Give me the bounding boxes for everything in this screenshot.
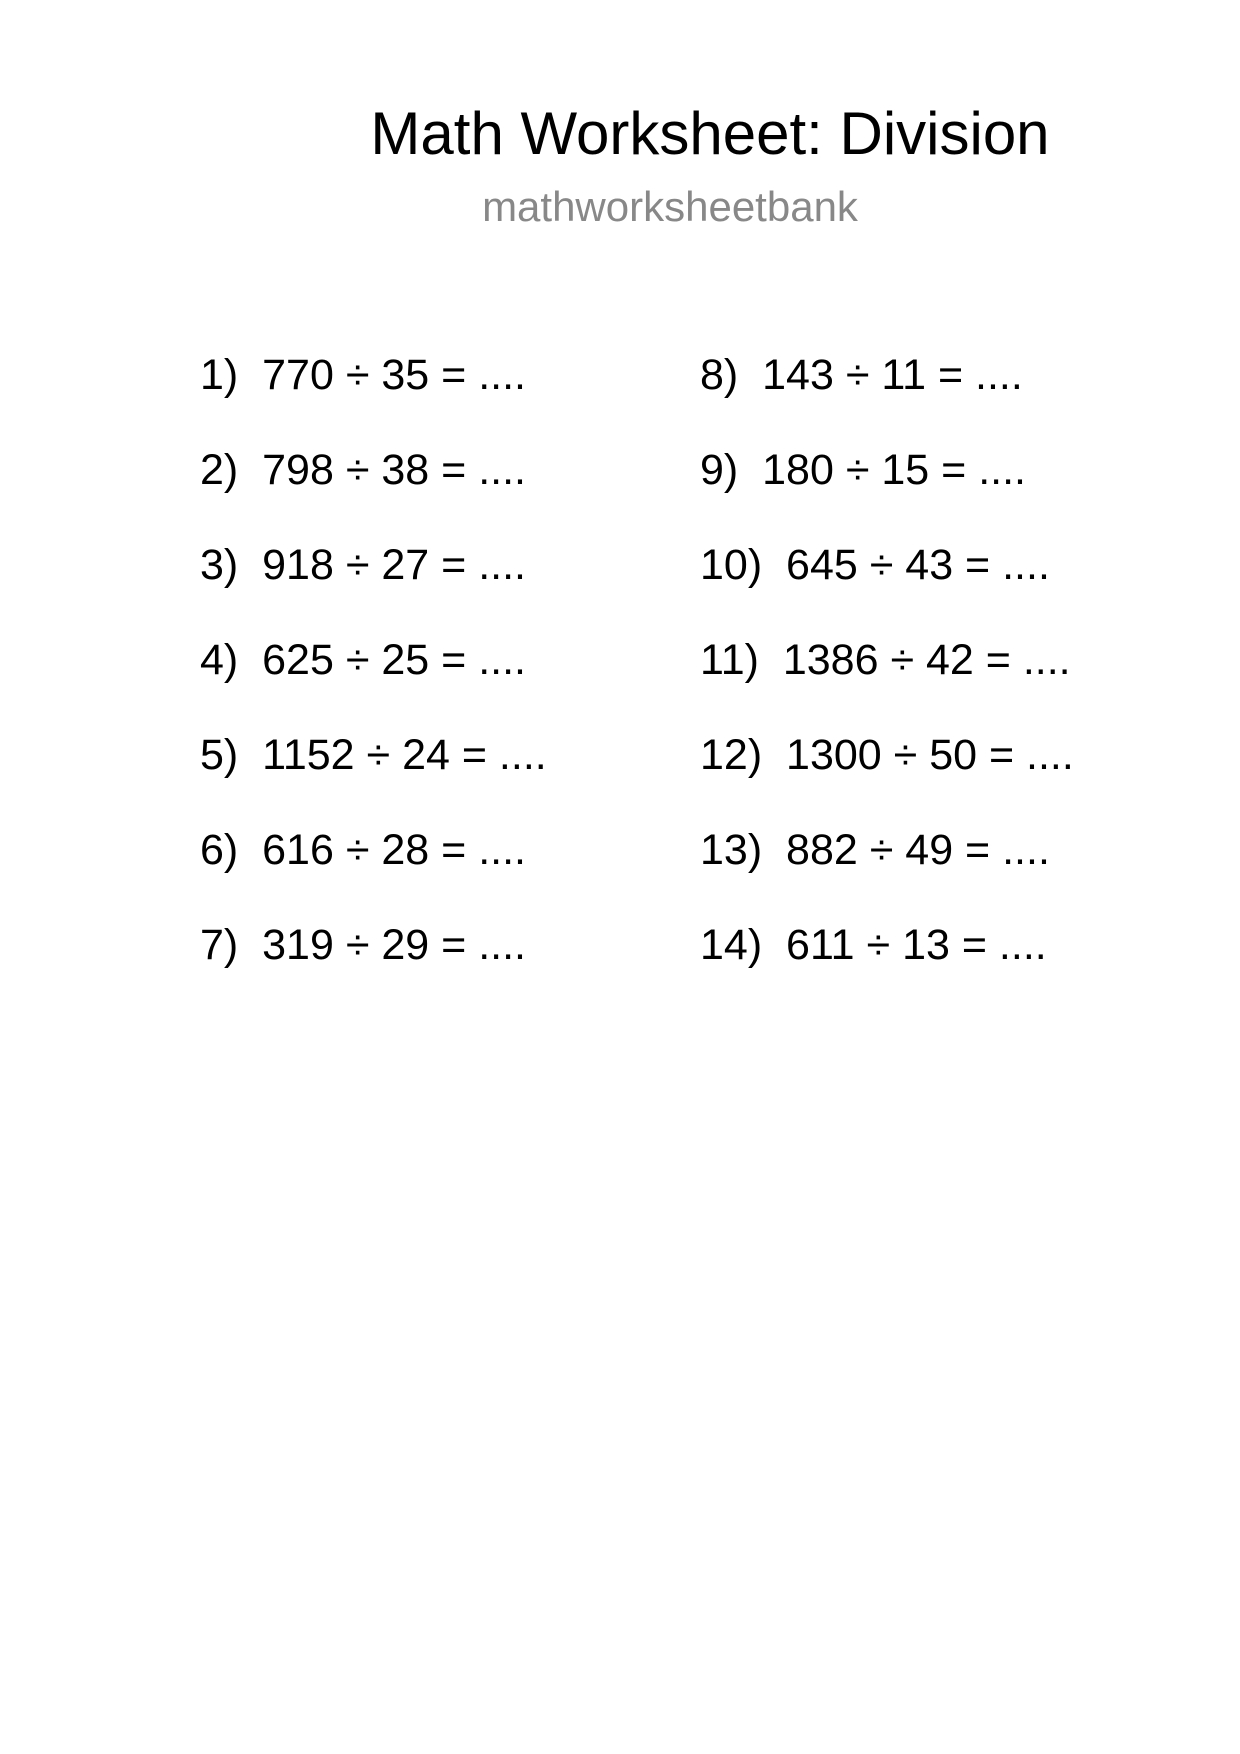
problem-5: 5) 1152 ÷ 24 = .... <box>200 731 547 779</box>
problem-6: 6) 616 ÷ 28 = .... <box>200 826 526 874</box>
problem-8: 8) 143 ÷ 11 = .... <box>700 351 1023 399</box>
problem-9: 9) 180 ÷ 15 = .... <box>700 446 1026 494</box>
problem-3: 3) 918 ÷ 27 = .... <box>200 541 526 589</box>
problem-13: 13) 882 ÷ 49 = .... <box>700 826 1050 874</box>
problems-column-left <box>200 350 547 1015</box>
problems-column-right <box>700 350 1074 1015</box>
problem-2: 2) 798 ÷ 38 = .... <box>200 446 526 494</box>
problem-7: 7) 319 ÷ 29 = .... <box>200 921 526 969</box>
problem-14: 14) 611 ÷ 13 = .... <box>700 921 1047 969</box>
problem-12: 12) 1300 ÷ 50 = .... <box>700 731 1074 779</box>
problem-4: 4) 625 ÷ 25 = .... <box>200 636 526 684</box>
worksheet-title: Math Worksheet: Division <box>370 100 1050 167</box>
problem-1: 1) 770 ÷ 35 = .... <box>200 351 526 399</box>
worksheet-subtitle: mathworksheetbank <box>482 183 858 230</box>
problem-11: 11) 1386 ÷ 42 = .... <box>700 636 1071 684</box>
problem-10: 10) 645 ÷ 43 = .... <box>700 541 1050 589</box>
